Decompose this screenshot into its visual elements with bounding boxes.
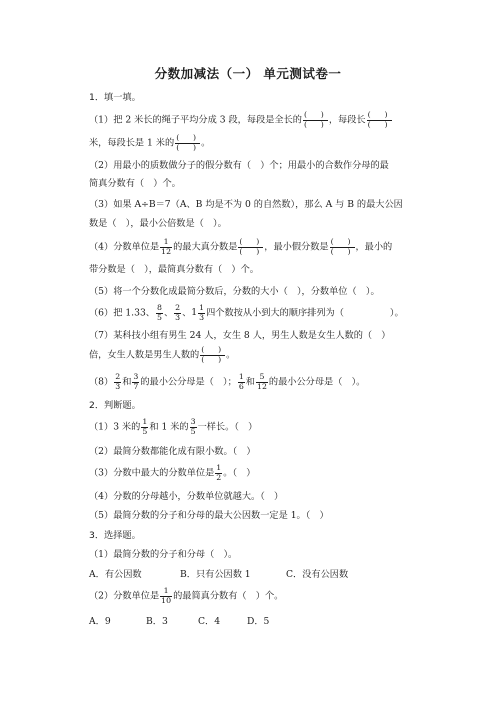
fraction: $\frac{1}{12}$ (161, 237, 172, 256)
answer-blank: $\frac{( )}{( )}$ (303, 110, 327, 129)
fraction: $\frac{3}{5}$ (190, 417, 196, 436)
section-heading-choice: 3．选择题。 (89, 530, 141, 541)
option-b: B．只有公因数 1 (180, 569, 251, 580)
judge-5: （5）最简分数的分子和分母的最大公因数一定是 1。（ ） (89, 510, 329, 521)
option-c: C．没有公因数 (286, 569, 349, 580)
question-7-line-1: （7）某科技小组有男生 24 人，女生 8 人，男生人数是女生人数的（ ） (89, 330, 391, 341)
option-d: D．5 (247, 616, 270, 627)
question-3-line-2: 数是（ ），最小公倍数是（ ）。 (89, 218, 227, 229)
judge-2: （2）最简分数都能化成有限小数。（ ） (89, 446, 256, 457)
question-6: （6）把 1.33、 $\frac{8}{5}$ 、 $\frac{2}{3}$ 、1 $\frac{1}{3}$ 四个数按从小到大的顺序排列为（ ）。 (89, 303, 404, 322)
option-a: A．9 (89, 616, 111, 627)
answer-blank: $\frac{( )}{( )}$ (367, 110, 391, 129)
fraction: $\frac{1}{2}$ (216, 463, 222, 482)
question-5: （5）将一个分数化成最简分数后，分数的大小（ ），分数单位（ ）。 (89, 286, 380, 297)
answer-blank: $\frac{( )}{( )}$ (176, 133, 200, 152)
judge-1: （1）3 米的 $\frac{1}{5}$ 和 1 米的 $\frac{3}{5}$ 一样长。（ ） (89, 417, 258, 436)
answer-blank: $\frac{( )}{( )}$ (239, 237, 263, 256)
option-a: A．有公因数 (89, 569, 142, 580)
question-1-line-1: （1）把 2 米长的绳子平均分成 3 段，每段是全长的 $\frac{( )}{( )}$ ，每段长 $\frac{( )}{( )}$ (89, 110, 391, 129)
fraction: $\frac{2}{3}$ (115, 372, 121, 391)
choice-1-question: （1）最简分数的分子和分母（ ）。 (89, 549, 238, 560)
question-7-line-2: 倍，女生人数是男生人数的 $\frac{( )}{( )}$ 。 (89, 345, 236, 364)
question-3-line-1: （3）如果 A÷B＝7（A、B 均是不为 0 的自然数），那么 A 与 B 的最大公因 (89, 199, 403, 210)
question-4-line-1: （4）分数单位是 $\frac{1}{12}$ 的最大真分数是 $\frac{( )}{( )}$ ，最小假分数是 $\frac{( )}{( )}$ ，最小的 (89, 237, 393, 256)
question-2-line-2: 简真分数有（ ）个。 (89, 178, 181, 189)
question-8: （8） $\frac{2}{3}$ 和 $\frac{3}{7}$ 的最小公分母是（ ）； $\frac{1}{6}$ 和 $\frac{5}{12}$ 的最小公分母是（ ）。 (89, 372, 366, 391)
page-title: 分数加减法（一） 单元测试卷一 (154, 66, 342, 81)
section-heading-judge: 2．判断题。 (89, 400, 141, 411)
judge-4: （4）分数的分母越小，分数单位就越大。（ ） (89, 491, 284, 502)
fraction: $\frac{2}{3}$ (175, 303, 181, 322)
answer-blank: $\frac{( )}{( )}$ (201, 345, 225, 364)
fraction: $\frac{1}{3}$ (199, 303, 205, 322)
option-b: B．3 (146, 616, 168, 627)
option-c: C．4 (198, 616, 221, 627)
fraction: $\frac{5}{12}$ (256, 372, 267, 391)
fraction: $\frac{1}{5}$ (142, 417, 148, 436)
answer-blank: $\frac{( )}{( )}$ (330, 237, 354, 256)
fraction: $\frac{1}{10}$ (161, 586, 172, 605)
section-heading-fill: 1．填一填。 (89, 92, 141, 103)
fraction: $\frac{3}{7}$ (133, 372, 139, 391)
fraction: $\frac{8}{5}$ (156, 303, 162, 322)
choice-2-question: （2）分数单位是 $\frac{1}{10}$ 的最简真分数有（ ）个。 (89, 586, 284, 605)
fraction: $\frac{1}{6}$ (238, 372, 244, 391)
question-2-line-1: （2）用最小的质数做分子的假分数有（ ）个；用最小的合数作分母的最 (89, 160, 389, 171)
mixed-number-integer: 1 (191, 307, 198, 318)
question-1-line-2: 米，每段长是 1 米的 $\frac{( )}{( )}$ 。 (89, 133, 211, 152)
judge-3: （3）分数中最大的分数单位是 $\frac{1}{2}$ 。（ ） (89, 463, 256, 482)
question-4-line-2: 带分数是（ ），最简真分数有（ ）个。 (89, 264, 259, 275)
